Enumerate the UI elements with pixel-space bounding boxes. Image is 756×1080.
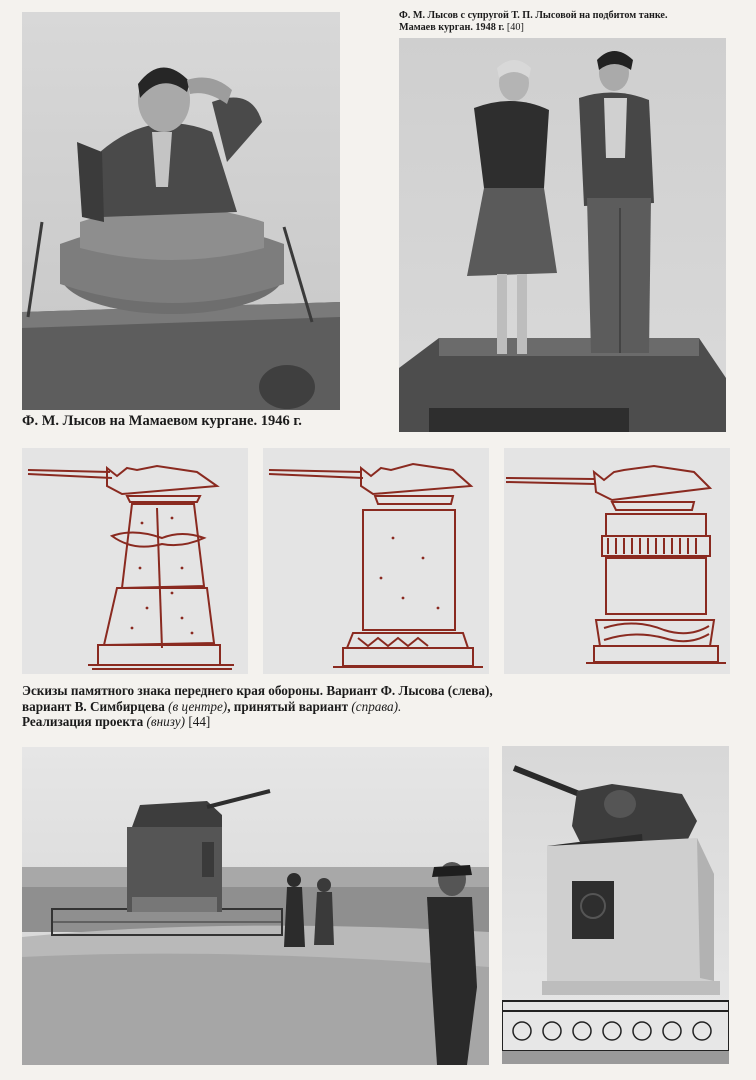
sketches-caption-line2b: (в центре) xyxy=(168,698,228,714)
sketches-caption-line1: Эскизы памятного знака переднего края обороны. Вариант Ф. Лысова (слева), xyxy=(22,683,493,698)
sketch-lysov-variant xyxy=(22,448,248,674)
sketches-caption-line2d: (справа). xyxy=(351,698,402,714)
sketch-simbirtsev-variant xyxy=(263,448,489,674)
photo2-caption-line2: Мамаев курган. 1948 г. xyxy=(399,22,505,33)
photo2-caption xyxy=(399,10,668,34)
photo-lysov-in-tank-hatch xyxy=(22,12,340,410)
sketches-caption xyxy=(22,683,742,730)
photo1-caption: Ф. М. Лысов на Мамаевом кургане. 1946 г. xyxy=(22,413,302,429)
sketches-caption-line2c: , принятый вариант xyxy=(227,698,349,714)
sketches-caption-line3b: (внизу) xyxy=(146,714,186,729)
sketches-caption-line3c: [44] xyxy=(188,714,211,729)
photo-lysov-couple-on-tank xyxy=(399,38,726,432)
photo-monument-on-hill xyxy=(22,747,489,1065)
photo2-caption-line1: Ф. М. Лысов с супругой Т. П. Лысовой на подбитом танке. xyxy=(399,10,668,21)
sketches-caption-line3a: Реализация проекта xyxy=(22,714,144,729)
sketch-accepted-variant xyxy=(504,448,730,674)
photo-monument-closeup xyxy=(502,746,729,1064)
sketches-caption-line2a: вариант В. Симбирцева xyxy=(22,698,165,714)
photo2-caption-ref: [40] xyxy=(506,22,524,33)
